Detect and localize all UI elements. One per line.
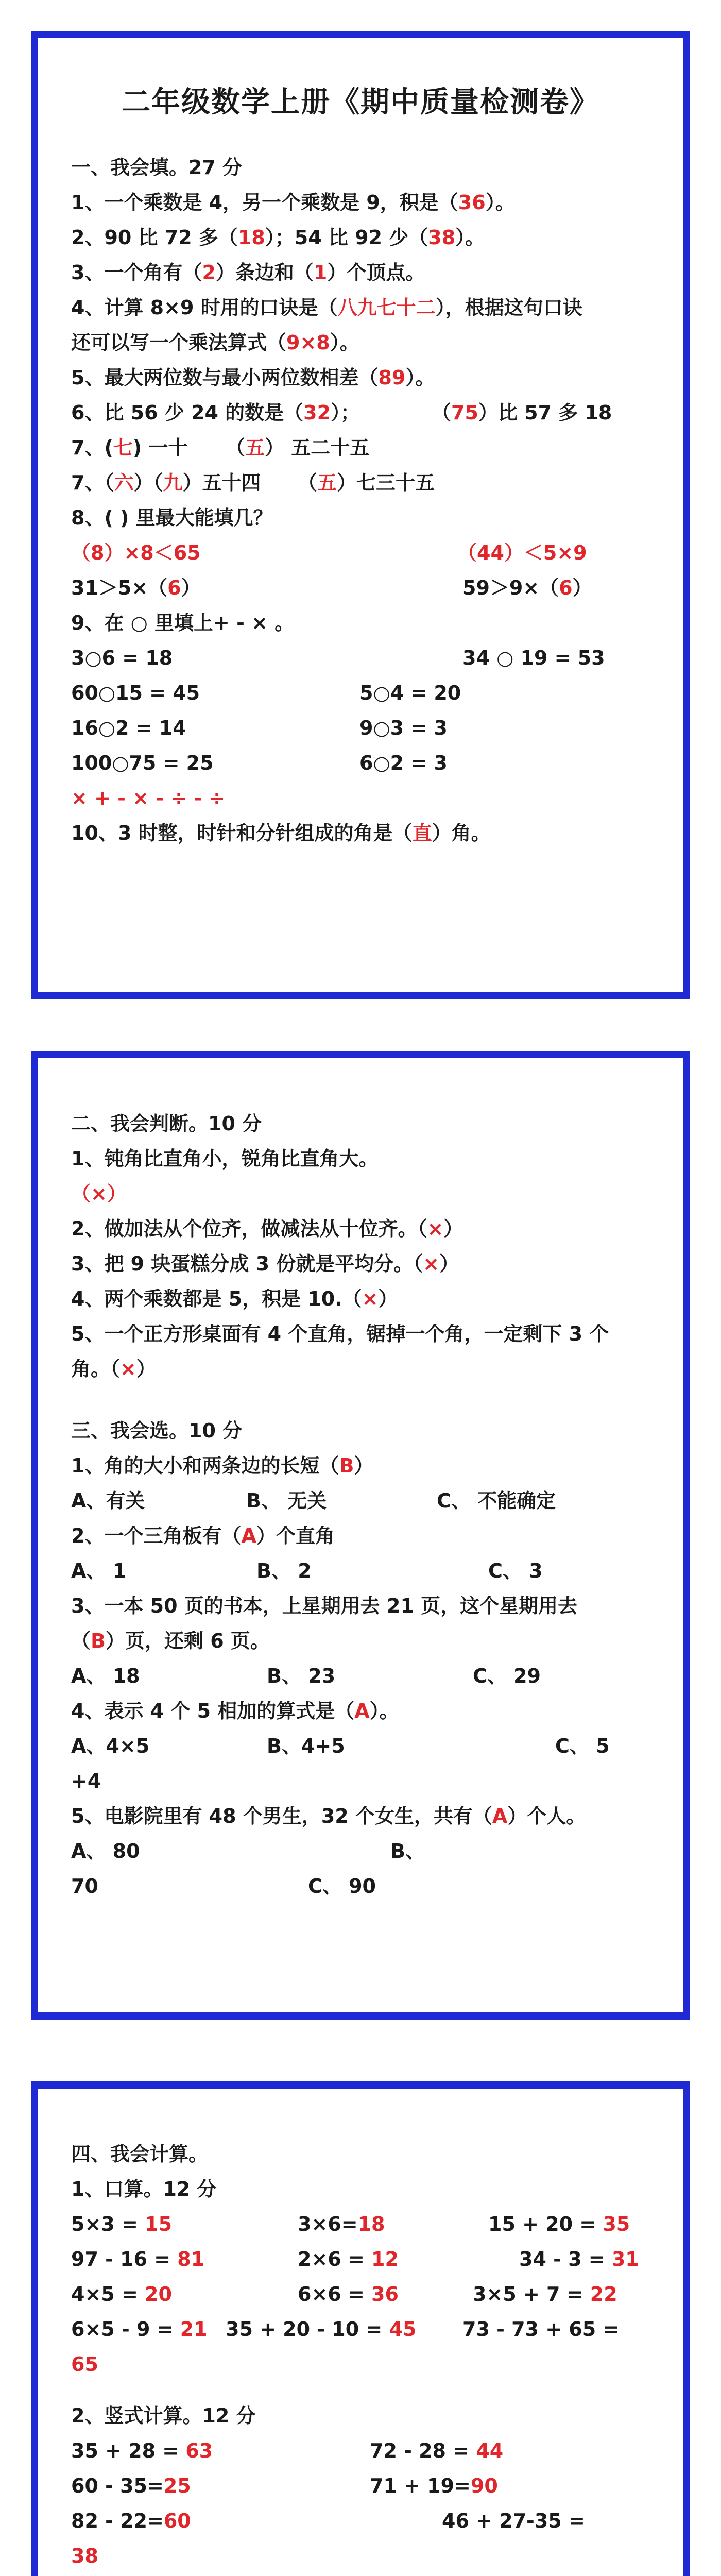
page-title: 二年级数学上册《期中质量检测卷》 — [122, 86, 599, 119]
question-1-7: 7、(七) 一十 （五） 五二十五 — [71, 436, 370, 459]
choice-2-options: A、 1 B、 2 C、 3 — [71, 1560, 543, 1582]
vertical-calc-heading: 2、竖式计算。12 分 — [71, 2404, 256, 2427]
question-1-9: 9、在 ○ 里填上+ - × 。 — [71, 612, 295, 634]
choice-4-cont: +4 — [71, 1770, 101, 1792]
vertical-row-2: 60 - 35=25 71 + 19=90 — [71, 2475, 498, 2497]
judge-1: 1、钝角比直角小，锐角比直角大。 — [71, 1147, 379, 1170]
section-1-heading: 一、我会填。27 分 — [71, 156, 243, 179]
judge-1-answer: （×） — [71, 1182, 127, 1205]
oral-row-3: 4×5 = 20 6×6 = 36 3×5 + 7 = 22 — [71, 2283, 617, 2306]
section-2-heading: 二、我会判断。10 分 — [71, 1112, 262, 1135]
oral-row-2: 97 - 16 = 81 2×6 = 12 34 - 3 = 31 — [71, 2248, 639, 2270]
choice-1-options: A、有关 B、 无关 C、 不能确定 — [71, 1489, 556, 1512]
question-1-10: 10、3 时整，时针和分针组成的角是（直）角。 — [71, 822, 491, 844]
choice-5-options: A、 80 B、 — [71, 1840, 425, 1862]
vertical-row-3-answer: 38 — [71, 2545, 98, 2567]
question-1-8-row1: （8）×8＜65 （44）＜5×9 — [71, 541, 587, 564]
question-1-4: 4、计算 8×9 时用的口诀是（八九七十二），根据这句口诀 — [71, 296, 582, 319]
choice-3: 3、一本 50 页的书本，上星期用去 21 页，这个星期用去 — [71, 1595, 578, 1617]
choice-3-cont: （B）页，还剩 6 页。 — [71, 1630, 270, 1652]
question-1-8-row2: 31＞5×（6） 59＞9×（6） — [71, 577, 592, 599]
section-4-heading: 四、我会计算。 — [71, 2143, 209, 2165]
choice-1: 1、角的大小和两条边的长短（B） — [71, 1454, 374, 1477]
question-1-9-row4: 100○75 = 25 6○2 = 3 — [71, 752, 448, 774]
question-1-9-row3: 16○2 = 14 9○3 = 3 — [71, 717, 448, 739]
page-3 — [31, 2081, 690, 2576]
choice-4-options: A、4×5 B、4+5 C、 5 — [71, 1735, 610, 1757]
judge-3: 3、把 9 块蛋糕分成 3 份就是平均分。（×） — [71, 1252, 459, 1275]
page-1 — [31, 31, 690, 999]
oral-row-4-answer: 65 — [71, 2353, 98, 2376]
section-3-heading: 三、我会选。10 分 — [71, 1419, 243, 1442]
choice-3-options: A、 18 B、 23 C、 29 — [71, 1665, 541, 1687]
vertical-row-3: 82 - 22=60 46 + 27-35 = — [71, 2510, 585, 2532]
oral-row-1: 5×3 = 15 3×6=18 15 + 20 = 35 — [71, 2213, 630, 2235]
judge-5-cont: 角。（×） — [71, 1358, 156, 1380]
choice-4: 4、表示 4 个 5 相加的算式是（A）。 — [71, 1700, 399, 1722]
judge-2: 2、做加法从个位齐，做减法从十位齐。（×） — [71, 1217, 464, 1240]
choice-5-options-cont: 70 C、 90 — [71, 1875, 376, 1897]
question-1-7b: 7、（六）（九）五十四 （五）七三十五 — [71, 471, 435, 494]
question-1-9-answer: × + - × - ÷ - ÷ — [71, 787, 226, 809]
choice-5: 5、电影院里有 48 个男生，32 个女生，共有（A）个人。 — [71, 1805, 586, 1827]
judge-5: 5、一个正方形桌面有 4 个直角，锯掉一个角，一定剩下 3 个 — [71, 1323, 609, 1345]
page-2 — [31, 1051, 690, 2020]
question-1-4-cont: 还可以写一个乘法算式（9×8）。 — [71, 331, 359, 354]
judge-4: 4、两个乘数都是 5，积是 10.（×） — [71, 1287, 398, 1310]
question-1-6: 6、比 56 少 24 的数是（32）； （75）比 57 多 18 — [71, 401, 612, 424]
question-1-8: 8、( ) 里最大能填几？ — [71, 506, 273, 529]
question-1-5: 5、最大两位数与最小两位数相差（89）。 — [71, 366, 435, 389]
question-1-3: 3、一个角有（2）条边和（1）个顶点。 — [71, 261, 425, 284]
vertical-row-1: 35 + 28 = 63 72 - 28 = 44 — [71, 2439, 504, 2462]
choice-2: 2、一个三角板有（A）个直角 — [71, 1524, 335, 1547]
question-1-9-row1: 3○6 = 18 34 ○ 19 = 53 — [71, 647, 605, 669]
oral-row-4: 6×5 - 9 = 21 35 + 20 - 10 = 45 73 - 73 + 65 = — [71, 2318, 620, 2341]
oral-calc-heading: 1、口算。12 分 — [71, 2178, 217, 2200]
question-1-2: 2、90 比 72 多（18）；54 比 92 少（38）。 — [71, 226, 485, 249]
question-1-9-row2: 60○15 = 45 5○4 = 20 — [71, 682, 461, 704]
question-1-1: 1、一个乘数是 4，另一个乘数是 9，积是（36）。 — [71, 191, 515, 214]
